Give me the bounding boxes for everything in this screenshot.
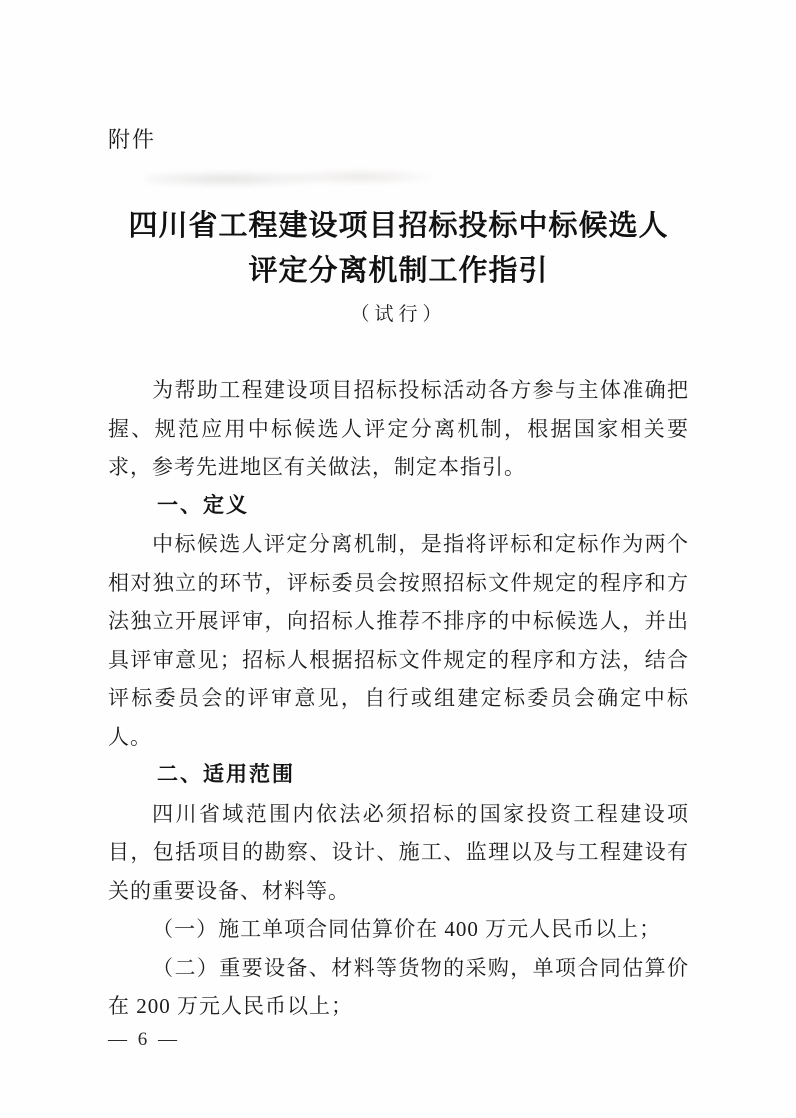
section-heading-definition: 一、定义	[157, 493, 249, 517]
list-item-equipment-threshold: （二）重要设备、材料等货物的采购，单项合同估算价在 200 万元人民币以上；	[108, 955, 689, 1018]
document-title	[108, 204, 689, 294]
document-content	[108, 126, 689, 1052]
paragraph-definition: 中标候选人评定分离机制，是指将评标和定标作为两个相对独立的环节，评标委员会按照招标文件规定的程序和方法独立开展评审，向招标人推荐不排序的中标候选人，并出具评审意见；招标人根据招标文件规定的程序和方法，结合评标委员会的评审意见，自行或组建定标委员会确定中标人。	[108, 532, 689, 749]
document-title-line-1: 四川省工程建设项目招标投标中标候选人	[128, 210, 669, 242]
section-heading-scope: 二、适用范围	[157, 763, 295, 786]
attachment-label: 附件	[108, 127, 157, 152]
list-item-construction-threshold: （一）施工单项合同估算价在 400 万元人民币以上；	[152, 917, 662, 941]
page-number: — 6 —	[108, 1028, 180, 1050]
document-subtitle-trial: （试行）	[350, 304, 447, 325]
document-body	[108, 371, 689, 1026]
paragraph-intro: 为帮助工程建设项目招标投标活动各方参与主体准确把握、规范应用中标候选人评定分离机制，根据国家相关要求，参考先进地区有关做法，制定本指引。	[108, 378, 689, 479]
document-title-line-2: 评定分离机制工作指引	[248, 255, 549, 287]
paragraph-scope: 四川省域范围内依法必须招标的国家投资工程建设项目，包括项目的勘察、设计、施工、监理以及与工程建设有关的重要设备、材料等。	[108, 801, 689, 903]
